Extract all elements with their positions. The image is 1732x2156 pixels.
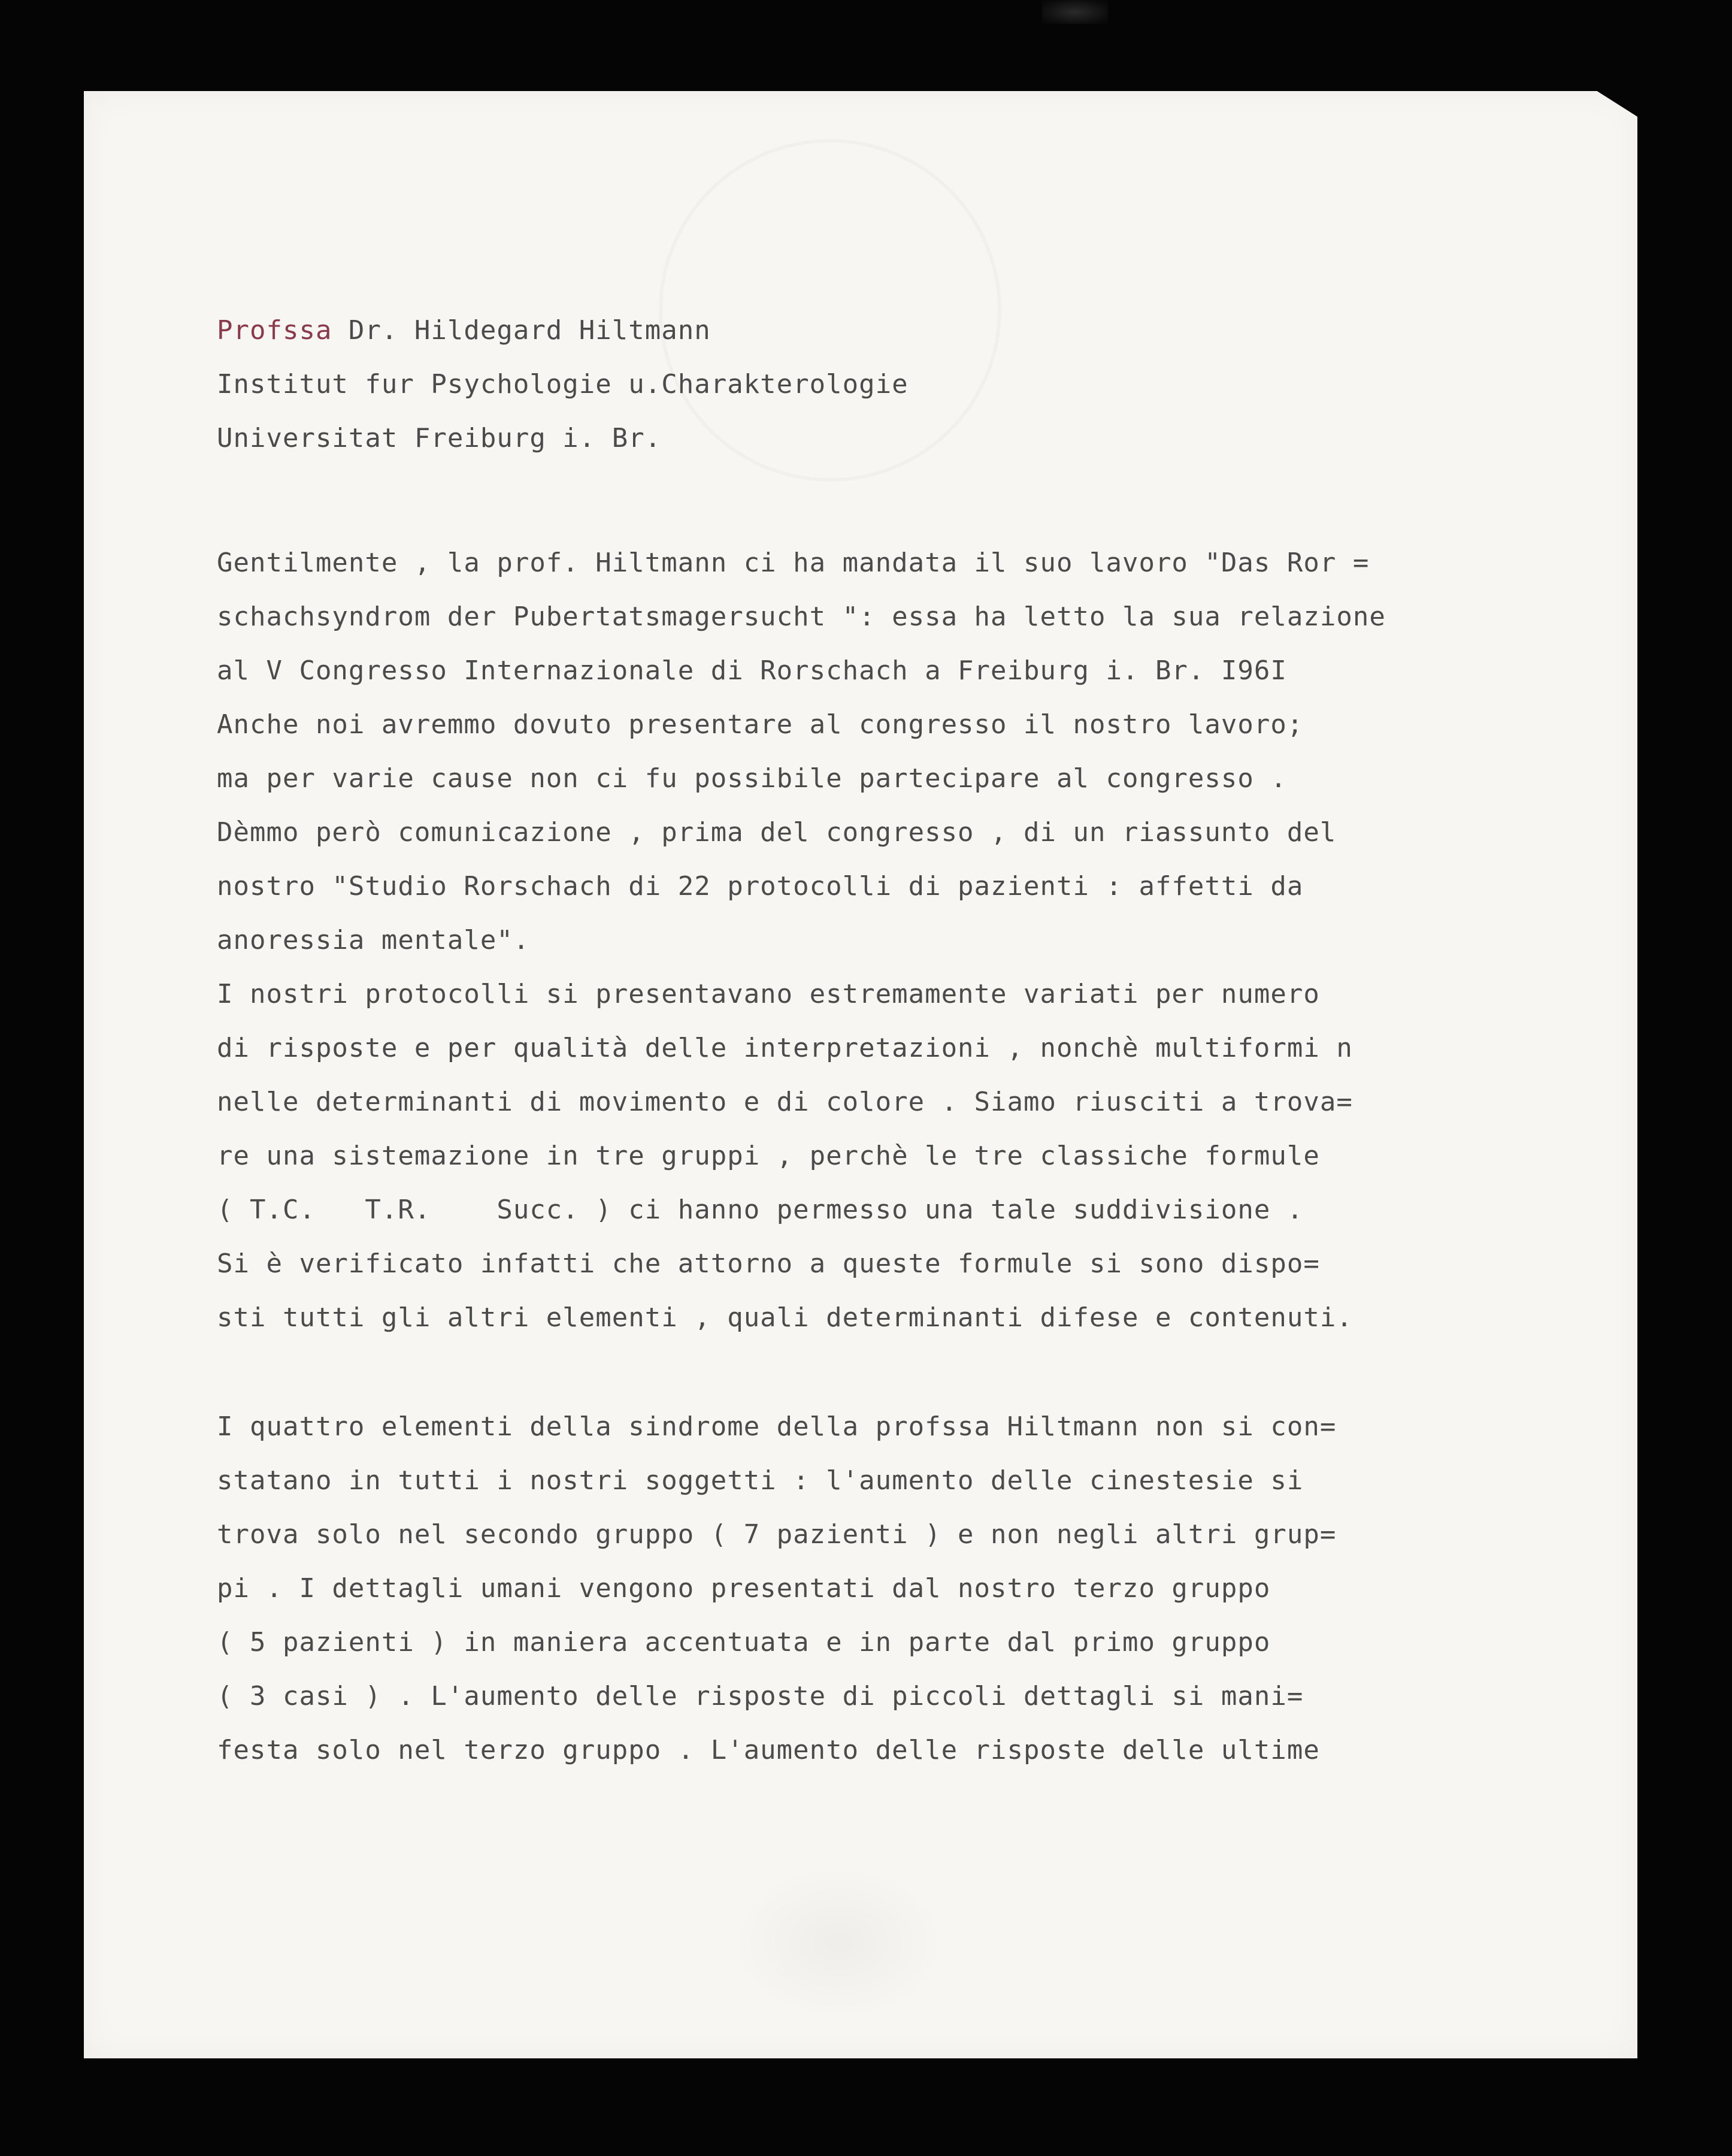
text-line: anoressia mentale". [217, 925, 530, 955]
text-line: ( 5 pazienti ) in maniera accentuata e in parte dal primo gruppo [217, 1627, 1271, 1658]
text-line: I nostri protocolli si presentavano estremamente variati per numero [217, 979, 1320, 1009]
text-line: Dèmmo però comunicazione , prima del congresso , di un riassunto del [217, 817, 1337, 848]
text-line: Anche noi avremmo dovuto presentare al congresso il nostro lavoro; [217, 709, 1304, 740]
faded-stamp-mark [659, 139, 1001, 482]
text-line: nelle determinanti di movimento e di colore . Siamo riusciti a trova= [217, 1087, 1353, 1117]
address-name: Dr. Hildegard Hiltmann [332, 315, 711, 346]
text-line: di risposte e per qualità delle interpretazioni , nonchè multiformi n [217, 1033, 1353, 1063]
faded-stamp-mark-bottom [731, 1864, 946, 2020]
text-line: ma per varie cause non ci fu possibile partecipare al congresso . [217, 763, 1287, 794]
text-line: ( 3 casi ) . L'aumento delle risposte di piccoli dettagli si mani= [217, 1681, 1304, 1712]
paragraph-1 [217, 548, 1386, 1333]
text-line: festa solo nel terzo gruppo . L'aumento delle risposte delle ultime [217, 1735, 1320, 1765]
text-line: nostro "Studio Rorschach di 22 protocolli di pazienti : affetti da [217, 871, 1304, 902]
address-block [217, 315, 909, 453]
clip-mark [1042, 0, 1108, 24]
paragraph-2 [217, 1411, 1337, 1765]
text-line: schachsyndrom der Pubertatsmagersucht ": essa ha letto la sua relazione [217, 601, 1386, 632]
address-line-2: Institut fur Psychologie u.Charakterologie [217, 369, 909, 400]
text-line: Si è verificato infatti che attorno a queste formule si sono dispo= [217, 1248, 1320, 1279]
address-line-1 [217, 317, 711, 344]
text-line: Gentilmente , la prof. Hiltmann ci ha mandata il suo lavoro "Das Ror = [217, 548, 1370, 578]
address-line-3: Universitat Freiburg i. Br. [217, 423, 662, 453]
address-title: Profssa [217, 315, 332, 346]
text-line: pi . I dettagli umani vengono presentati dal nostro terzo gruppo [217, 1573, 1271, 1604]
text-line: I quattro elementi della sindrome della profssa Hiltmann non si con= [217, 1411, 1337, 1442]
text-line: re una sistemazione in tre gruppi , perchè le tre classiche formule [217, 1141, 1320, 1171]
text-line: trova solo nel secondo gruppo ( 7 pazienti ) e non negli altri grup= [217, 1519, 1337, 1550]
text-line: sti tutti gli altri elementi , quali determinanti difese e contenuti. [217, 1302, 1353, 1333]
text-line: ( T.C. T.R. Succ. ) ci hanno permesso una tale suddivisione . [217, 1195, 1304, 1225]
text-line: al V Congresso Internazionale di Rorschach a Freiburg i. Br. I96I [217, 655, 1287, 686]
text-line: statano in tutti i nostri soggetti : l'aumento delle cinestesie si [217, 1465, 1304, 1496]
